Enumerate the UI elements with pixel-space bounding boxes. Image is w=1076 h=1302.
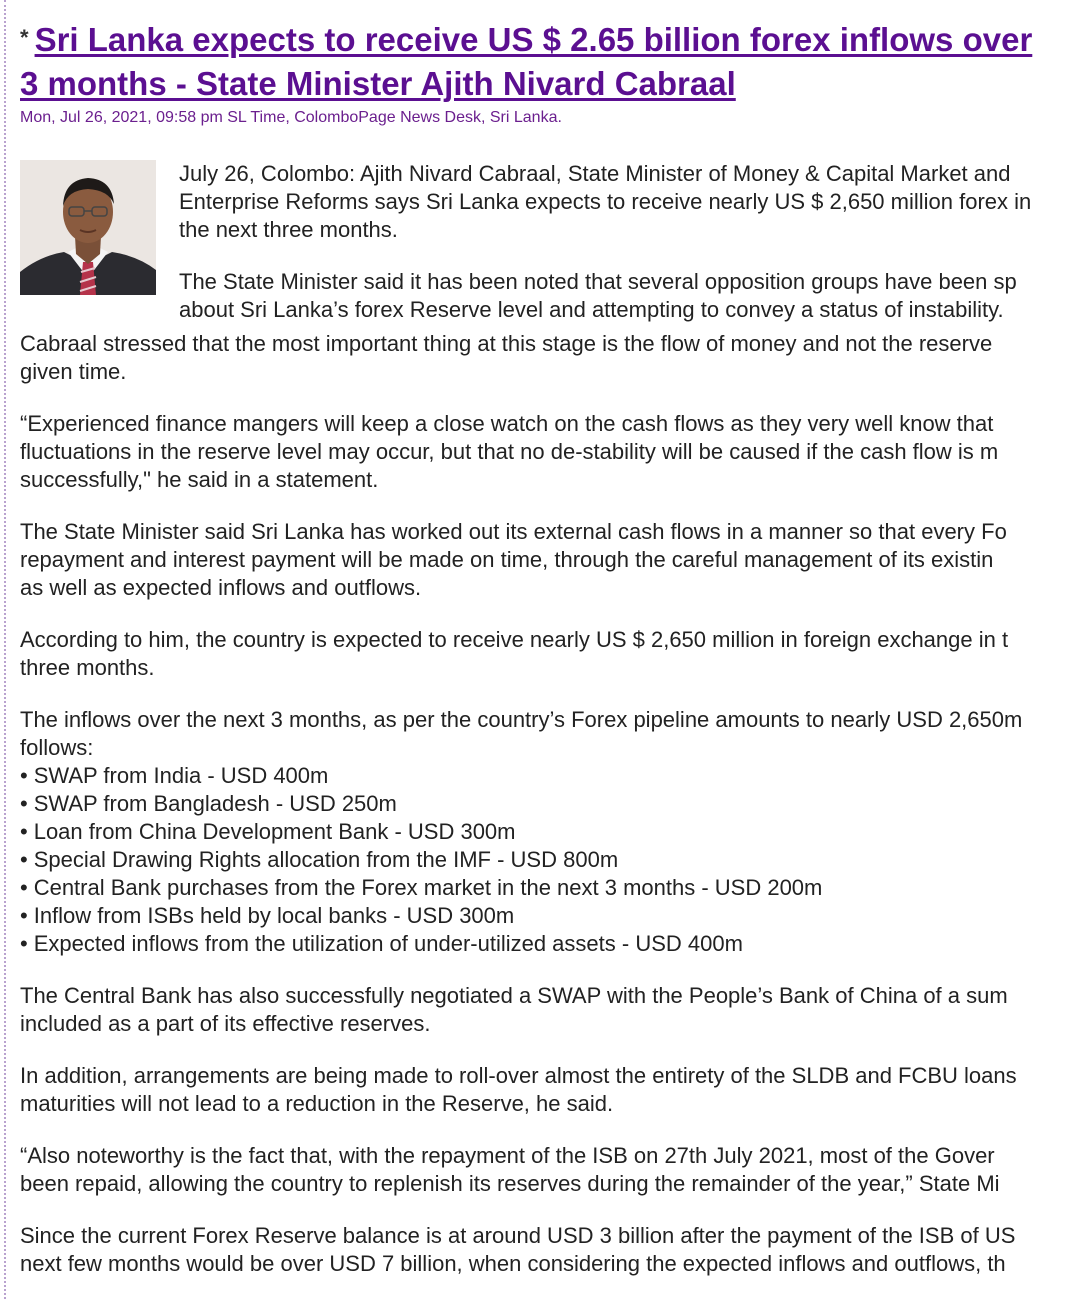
body-paragraph: In addition, arrangements are being made to roll-over almost the entirety of the SLDB and FCBU loans maturities will not lead to a reduction in the Reserve, he said. bbox=[20, 1063, 1017, 1116]
body-paragraph: Cabraal stressed that the most important thing at this stage is the flow of money and not the reserve given time. bbox=[20, 331, 993, 384]
article-headline bbox=[20, 16, 1076, 106]
body-paragraph: “Also noteworthy is the fact that, with the repayment of the ISB on 27th July 2021, most of the Gover been repaid, allowing the country to replenish its reserves during the remainder of the year,” State Mi bbox=[20, 1143, 1000, 1196]
minister-photo bbox=[20, 160, 156, 295]
list-item: • Central Bank purchases from the Forex market in the next 3 months - USD 200m bbox=[20, 875, 823, 900]
page-left-border bbox=[4, 0, 6, 1299]
list-item: • SWAP from Bangladesh - USD 250m bbox=[20, 791, 397, 816]
body-paragraph: The State Minister said Sri Lanka has worked out its external cash flows in a manner so that every Fo repayment and interest payment will be made on time, through the careful management of its existin as well as expected inflows and outflows. bbox=[20, 519, 1007, 600]
body-paragraph: Since the current Forex Reserve balance is at around USD 3 billion after the payment of the ISB of US next few months would be over USD 7 billion, when considering the expected inflows and outflows, th bbox=[20, 1223, 1016, 1276]
inflows-list bbox=[20, 762, 1076, 958]
list-item: • Inflow from ISBs held by local banks - USD 300m bbox=[20, 903, 515, 928]
intro-paragraph: The State Minister said it has been noted that several opposition groups have been sp about Sri Lanka’s forex Reserve level and attempting to convey a status of instability. bbox=[179, 269, 1017, 322]
list-item: • Expected inflows from the utilization of under-utilized assets - USD 400m bbox=[20, 931, 743, 956]
article-byline: Mon, Jul 26, 2021, 09:58 pm SL Time, ColomboPage News Desk, Sri Lanka. bbox=[20, 109, 562, 126]
headline-link-line2[interactable]: 3 months - State Minister Ajith Nivard Cabraal bbox=[20, 65, 736, 102]
body-paragraph: The Central Bank has also successfully negotiated a SWAP with the People’s Bank of China of a sum included as a part of its effective reserves. bbox=[20, 983, 1008, 1036]
headline-link[interactable]: Sri Lanka expects to receive US $ 2.65 billion forex inflows over bbox=[34, 21, 1033, 58]
news-article bbox=[20, 16, 1076, 1302]
body-paragraph: The inflows over the next 3 months, as per the country’s Forex pipeline amounts to nearly USD 2,650m follows: bbox=[20, 707, 1023, 760]
article-intro bbox=[20, 160, 1076, 330]
list-item: • Special Drawing Rights allocation from the IMF - USD 800m bbox=[20, 847, 619, 872]
body-paragraph: “Experienced finance mangers will keep a close watch on the cash flows as they very well know that fluctuations in the reserve level may occur, but that no de-stability will be caused if the cash flow is m successfully," he said in a statement. bbox=[20, 411, 999, 492]
headline-marker: * bbox=[20, 25, 29, 50]
article-body bbox=[20, 330, 1076, 1278]
body-paragraph: According to him, the country is expected to receive nearly US $ 2,650 million in foreign exchange in t three months. bbox=[20, 627, 1009, 680]
list-item: • SWAP from India - USD 400m bbox=[20, 763, 329, 788]
intro-text bbox=[179, 160, 1076, 348]
intro-paragraph: July 26, Colombo: Ajith Nivard Cabraal, State Minister of Money & Capital Market and Enterprise Reforms says Sri Lanka expects to receive nearly US $ 2,650 million forex in the next three months. bbox=[179, 161, 1032, 242]
list-item: • Loan from China Development Bank - USD 300m bbox=[20, 819, 516, 844]
